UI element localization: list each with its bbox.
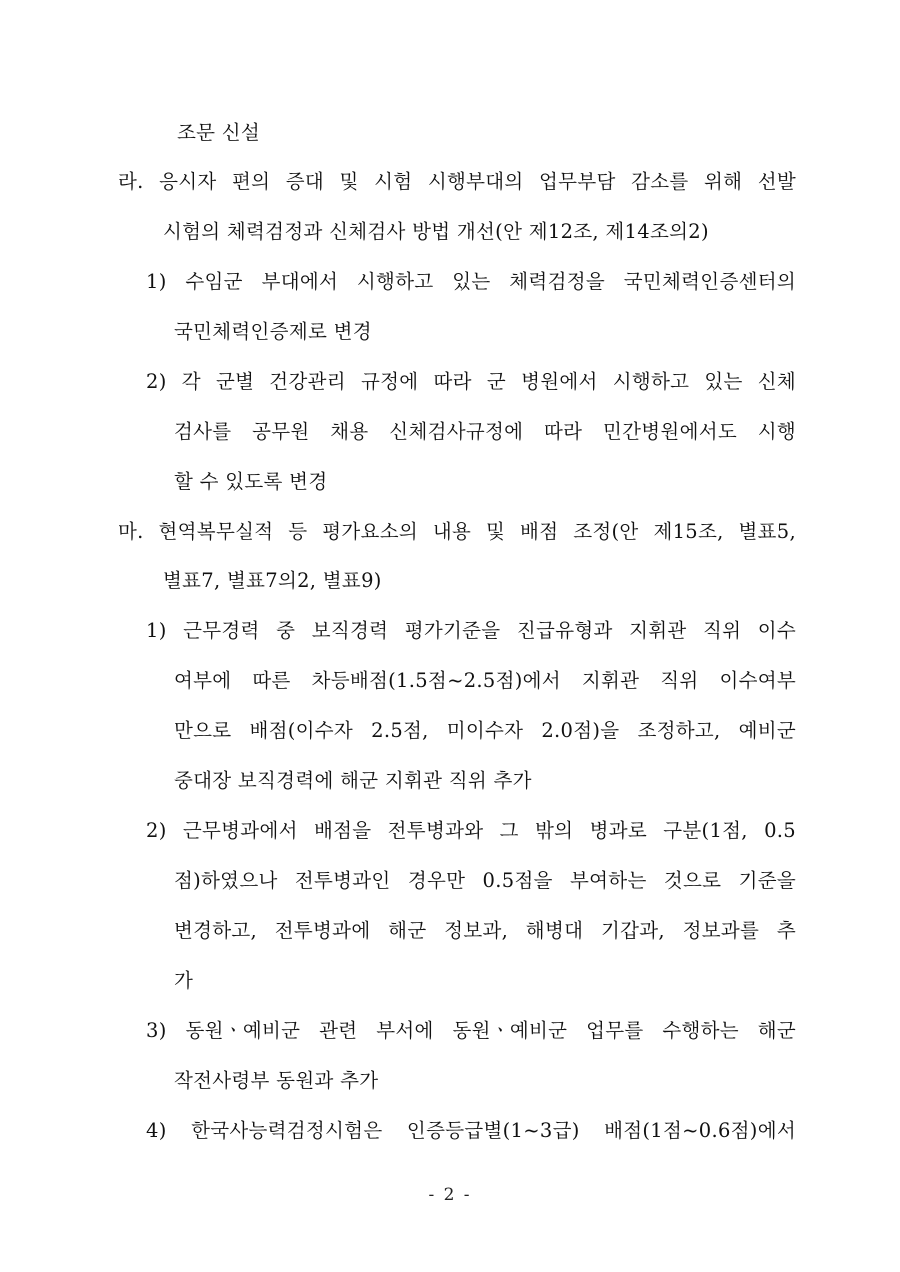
item-ra-2-cont-1: 검사를 공무원 채용 신체검사규정에 따라 민간병원에서도 시행: [174, 420, 796, 443]
section-heading-ma: 마. 현역복무실적 등 평가요소의 내용 및 배점 조정(안 제15조, 별표5,: [118, 520, 796, 543]
item-ma-2: 2) 근무병과에서 배점을 전투병과와 그 밖의 병과로 구분(1점, 0.5: [146, 819, 796, 842]
item-ma-1: 1) 근무경력 중 보직경력 평가기준을 진급유형과 지휘관 직위 이수: [146, 619, 796, 642]
item-ma-2-cont-2: 변경하고, 전투병과에 해군 정보과, 해병대 기갑과, 정보과를 추: [174, 919, 796, 942]
item-ma-4: 4) 한국사능력검정시험은 인증등급별(1~3급) 배점(1점~0.6점)에서: [146, 1119, 796, 1142]
continuation-line: 조문 신설: [177, 121, 261, 144]
item-ra-2-cont-2: 할 수 있도록 변경: [174, 470, 328, 493]
section-heading-ra: 라. 응시자 편의 증대 및 시험 시행부대의 업무부담 감소를 위해 선발: [118, 170, 796, 193]
item-ma-3: 3) 동원ㆍ예비군 관련 부서에 동원ㆍ예비군 업무를 수행하는 해군: [146, 1019, 796, 1042]
item-ra-2: 2) 각 군별 건강관리 규정에 따라 군 병원에서 시행하고 있는 신체: [146, 370, 796, 393]
item-ma-3-cont: 작전사령부 동원과 추가: [174, 1069, 379, 1092]
item-ma-1-cont-1: 여부에 따른 차등배점(1.5점~2.5점)에서 지휘관 직위 이수여부: [174, 669, 796, 692]
item-ma-2-cont-1: 점)하였으나 전투병과인 경우만 0.5점을 부여하는 것으로 기준을: [174, 869, 796, 892]
item-ma-2-cont-3: 가: [174, 969, 194, 992]
item-ma-1-cont-3: 중대장 보직경력에 해군 지휘관 직위 추가: [174, 769, 532, 792]
item-ra-1-cont: 국민체력인증제로 변경: [174, 320, 372, 343]
item-ra-1: 1) 수임군 부대에서 시행하고 있는 체력검정을 국민체력인증센터의: [146, 270, 796, 293]
item-ma-1-cont-2: 만으로 배점(이수자 2.5점, 미이수자 2.0점)을 조정하고, 예비군: [174, 719, 796, 742]
section-heading-ma-cont: 별표7, 별표7의2, 별표9): [163, 569, 382, 592]
section-heading-ra-cont: 시험의 체력검정과 신체검사 방법 개선(안 제12조, 제14조의2): [163, 220, 709, 243]
page-number: - 2 -: [428, 1185, 472, 1205]
